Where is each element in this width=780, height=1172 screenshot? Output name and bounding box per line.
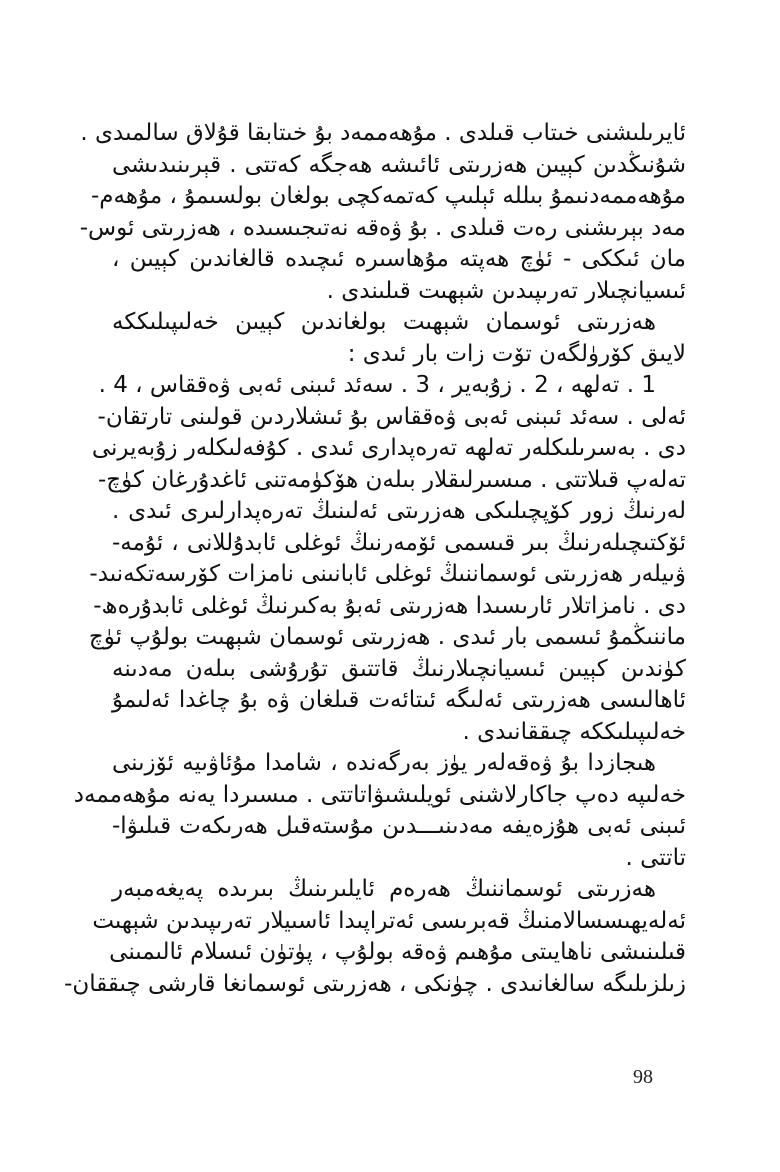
text-line: خەلىپە دەپ جاكارلاشنى ئويلىشىۋاتاتتى . مىسىردا يەنە مۇھەممەد — [73, 781, 686, 808]
text-line: ئاھالىسى ھەزرىتى ئەلىگە ئىتائەت قىلغان ۋە بۇ چاغدا ئەلىمۇ — [112, 687, 686, 713]
text-line: ئەلى . سەئد ئىبنى ئەبى ۋەققاس بۇ ئىشلاردىن قولىنى تارتقان- — [97, 403, 686, 430]
text-line: ھەزرىتى ئوسمان شېھىت بولغاندىن كېيىن خەلىپىلىككە — [112, 309, 656, 335]
text-line: ئەلەيھىسسالامنىڭ قەبرىسى ئەتراپىدا ئاسىيلار تەرىپىدىن شېھىت — [92, 907, 686, 934]
text-line: ھەزرىتى ئوسماننىڭ ھەرەم ئايلىرىنىڭ بىرىدە پەيغەمبەر — [112, 876, 656, 902]
text-line: كۈندىن كېيىن ئىسيانچىلارنىڭ قاتتىق تۇرۇشى بىلەن مەدىنە — [112, 655, 686, 682]
text-line: مەد بېرىشنى رەت قىلدى . بۇ ۋەقە نەتىجىسىدە ، ھەزرىتى ئوس- — [79, 214, 686, 241]
text-line: ئايرىلىشنى خىتاب قىلدى . مۇھەممەد بۇ خىتابقا قۇلاق سالمىدى . — [80, 120, 686, 146]
text-line: لايىق كۆرۈلگەن تۆت زات بار ئىدى : — [347, 340, 686, 367]
text-line: ۋىيلەر ھەزرىتى ئوسماننىڭ ئوغلى ئابانىنى نامزات كۆرسەتكەنىد- — [89, 561, 686, 587]
body-text — [64, 118, 686, 1000]
text-line: دى . بەسرىلىكلەر تەلھە تەرەپدارى ئىدى . كۇفەلىكلەر زۇبەيرنى — [91, 435, 686, 461]
text-line: 1 . تەلھە ، 2 . زۇبەير ، 3 . سەئد ئىبنى ئەبى ۋەققاس ، 4 . — [98, 372, 656, 398]
text-line: مۇھەممەدنىمۇ بىللە ئېلىپ كەتمەكچى بولغان بولسىمۇ ، مۇھەم- — [90, 183, 686, 209]
page-number: 98 — [633, 1066, 653, 1088]
text-line: مان ئىككى - ئۈچ ھەپتە مۇھاسىرە ئىچىدە قالغاندىن كېيىن ، — [112, 246, 686, 272]
text-line: دى . نامزاتلار ئارىسىدا ھەزرىتى ئەبۇ بەكىرنىڭ ئوغلى ئابدۇرەھ- — [93, 592, 686, 619]
text-line: قىلىنىشى ناھايىتى مۇھىم ۋەقە بولۇپ ، پۈتۈن ئىسلام ئالىمىنى — [109, 939, 686, 965]
text-line: خەلىپىلىككە چىققانىدى . — [462, 718, 686, 745]
text-line: تاتتى . — [625, 844, 686, 871]
text-line: شۇنىڭدىن كېيىن ھەزرىتى ئائىشە ھەجگە كەتتى . قېرىنىدىشى — [112, 151, 686, 178]
text-line: زىلزىلىگە سالغانىدى . چۈنكى ، ھەزرىتى ئوسمانغا قارشى چىققان- — [64, 970, 686, 997]
text-line: ماننىڭمۇ ئىسمى بار ئىدى . ھەزرىتى ئوسمان شېھىت بولۇپ ئۈچ — [88, 624, 686, 650]
text-line: ھىجازدا بۇ ۋەقەلەر يۈز بەرگەندە ، شامدا مۇئاۋىيە ئۆزىنى — [112, 750, 656, 776]
text-line: تەلەپ قىلاتتى . مىسىرلىقلار بىلەن ھۆكۈمەتنى ئاغدۇرغان كۈچ- — [97, 466, 686, 493]
text-line: ئىبنى ئەبى ھۇزەيفە مەدىنىـــدىن مۇستەقىل ھەرىكەت قىلىۋا- — [112, 813, 686, 839]
text-line: لەرنىڭ زور كۆپچىلىكى ھەزرىتى ئەلىنىڭ تەرەپدارلىرى ئىدى . — [112, 498, 686, 524]
text-line: ئۆكتىچىلەرنىڭ بىر قىسمى ئۆمەرنىڭ ئوغلى ئابدۇللانى ، ئۇمە- — [112, 529, 686, 556]
text-line: ئىسيانچىلار تەرىپىدىن شېھىت قىلىندى . — [326, 277, 686, 304]
